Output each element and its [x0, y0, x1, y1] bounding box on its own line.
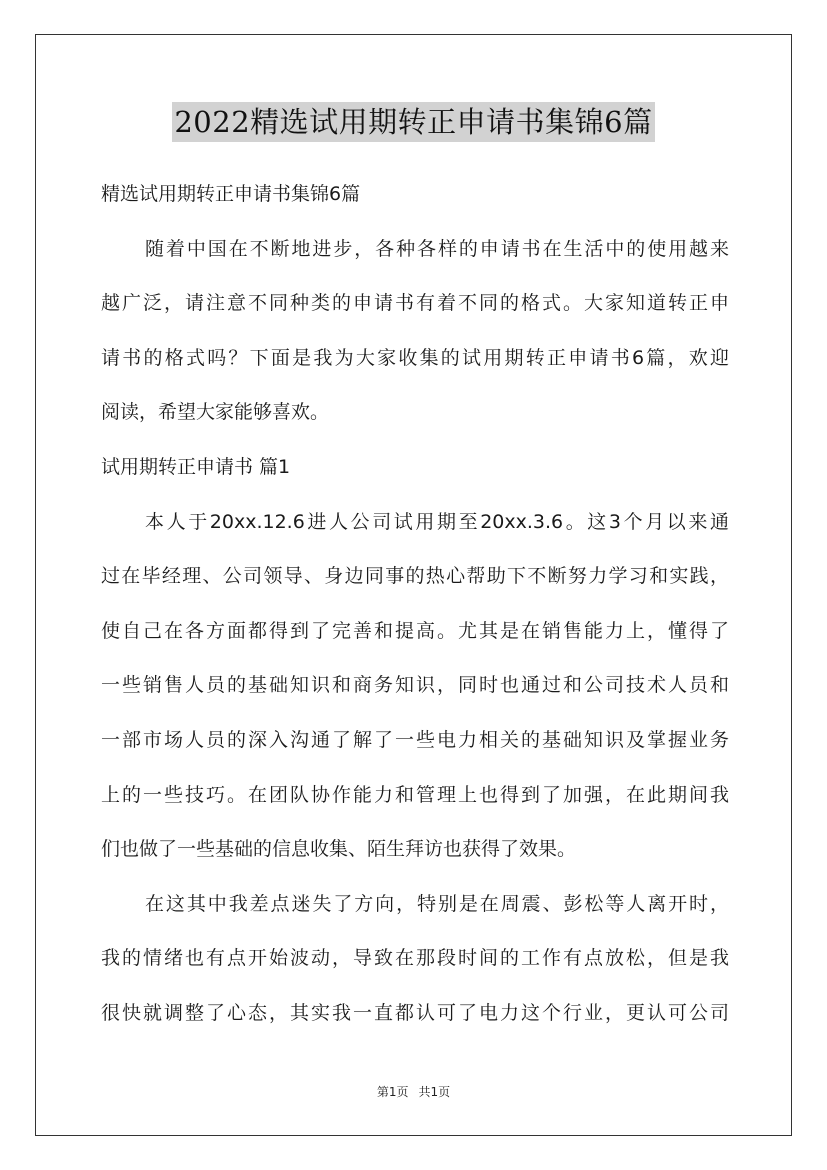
- paragraph-line: 很快就调整了心态，其实我一直都认可了电力这个行业，更认可公司: [101, 1001, 729, 1024]
- paragraph-line: 越广泛，请注意不同种类的申请书有着不同的格式。大家知道转正申: [101, 292, 729, 315]
- paragraph-line: 使自己在各方面都得到了完善和提高。尤其是在销售能力上，懂得了: [101, 619, 729, 642]
- page-total: 共1页: [418, 1085, 451, 1099]
- paragraph-line: 本人于20xx.12.6进人公司试用期至20xx.3.6。这3个月以来通: [145, 510, 729, 533]
- paragraph-line: 一部市场人员的深入沟通了解了一些电力相关的基础知识及掌握业务: [101, 728, 729, 751]
- title-container: [0, 102, 827, 142]
- paragraph-line: 们也做了一些基础的信息收集、陌生拜访也获得了效果。: [101, 838, 577, 861]
- document-body: [101, 177, 729, 1051]
- paragraph-line: 上的一些技巧。在团队协作能力和管理上也得到了加强，在此期间我: [101, 783, 729, 806]
- page-footer: [0, 1083, 827, 1100]
- document-title: 2022精选试用期转正申请书集锦6篇: [172, 102, 654, 142]
- paragraph-line: 过在毕经理、公司领导、身边同事的热心帮助下不断努力学习和实践，: [101, 565, 729, 588]
- paragraph-line: 我的情绪也有点开始波动，导致在那段时间的工作有点放松，但是我: [101, 947, 729, 970]
- paragraph-line: 请书的格式吗？下面是我为大家收集的试用期转正申请书6篇，欢迎: [101, 346, 729, 369]
- paragraph-line: 随着中国在不断地进步，各种各样的申请书在生活中的使用越来: [145, 237, 729, 260]
- section-heading: 试用期转正申请书 篇1: [101, 455, 291, 478]
- paragraph-line: 在这其中我差点迷失了方向，特别是在周震、彭松等人离开时，: [145, 892, 729, 915]
- paragraph-line: 阅读，希望大家能够喜欢。: [101, 401, 330, 424]
- page-number: 第1页: [376, 1085, 409, 1099]
- paragraph-line: 一些销售人员的基础知识和商务知识，同时也通过和公司技术人员和: [101, 674, 729, 697]
- subtitle-line: 精选试用期转正申请书集锦6篇: [101, 183, 361, 205]
